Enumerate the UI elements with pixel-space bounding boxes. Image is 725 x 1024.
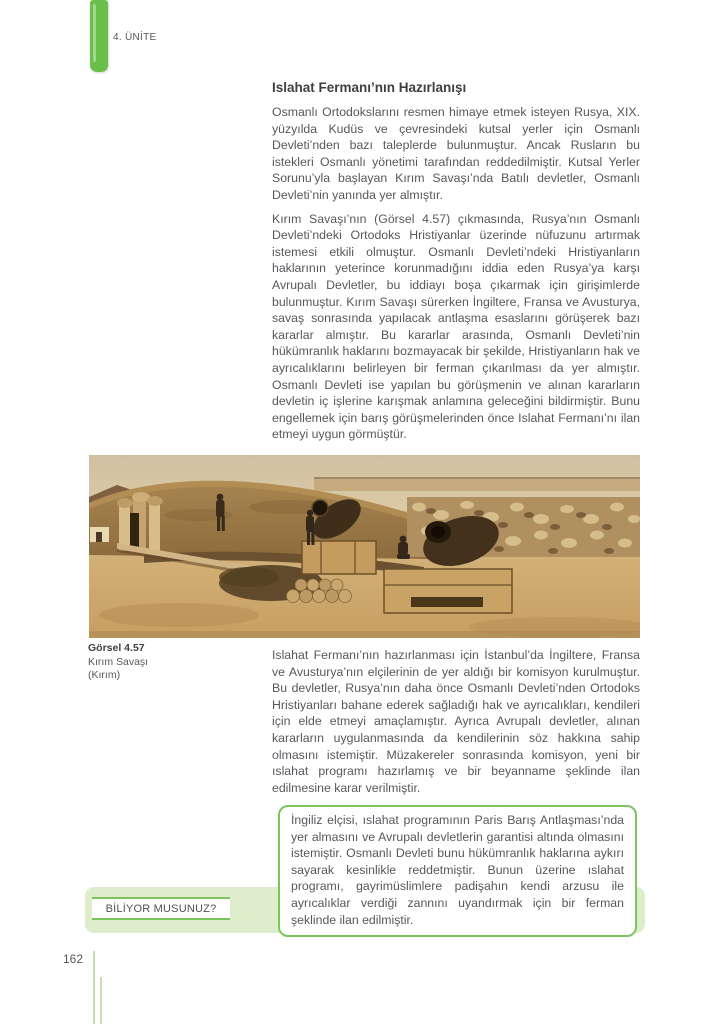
unit-label: 4. ÜNİTE: [113, 32, 157, 43]
know-box: [278, 805, 637, 937]
figure-caption: [88, 642, 263, 683]
main-text-column-lower: [272, 647, 640, 799]
figure-caption-number: Görsel 4.57: [88, 642, 145, 654]
gabion-structure: [117, 492, 163, 551]
page-number: 162: [63, 952, 84, 966]
footer-rule-line-1: [93, 951, 95, 1024]
figure-caption-text: Kırım Savaşı: [88, 655, 149, 668]
know-box-text: İngiliz elçisi, ıslahat programının Paris Barış Antlaşması’nda yer almasını ve Avrupalı devletlerin garantisi altında olmasını istemiştir. Osmanlı Devleti bunu hükümranlık haklarına aykırı sayarak kesinlikle reddetmiştir. Bunun üzerine ıslahat programı, gayrimüslimlere padişahın kendi arzusu ile ayrıcalıklar verdiği zannını uyandırmak için bir ferman şeklinde ilan edilmiştir.: [291, 813, 624, 927]
page-title: Islahat Fermanı’nın Hazırlanışı: [272, 80, 467, 95]
main-text-column: [272, 80, 640, 454]
crimean-war-photo-illustration: [89, 455, 640, 638]
unit-tab-highlight: [93, 4, 96, 62]
footer-rule-line-2: [100, 977, 102, 1024]
figure-caption-location: (Kırım): [88, 669, 121, 681]
crimean-war-photo: [89, 455, 640, 638]
paragraph-2: Kırım Savaşı’nın (Görsel 4.57) çıkmasında, Rusya’nın Osmanlı Devleti’ndeki Ortodoks Hristiyanlar üzerinde nüfuzunu artırmak istemesi etkili olmuştur. Osmanlı Devleti’ndeki Hristiyanların haklarının yeterince korunmadığını iddia eden Rusya’ya karşı Avrupalı Devletler, bu iddiayı boşa çıkarmak için girişimlerde bulunmuştur. Kırım Savaşı sürerken İngiltere, Fransa ve Avusturya, savaş sonrasında yapılacak antlaşma esaslarını görüşerek bazı kararlar almıştır. Bu kararlar arasında, Osmanlı Devleti’nin hükümranlık haklarını bozmayacak bir şekilde, Hristiyanların hak ve ayrıcalıklarını belirleyen bir ferman çıkarılması da yer almıştır. Osmanlı Devleti ise yapılan bu görüşmenin ve alınan kararların devletin iç işlerine karışmak anlamına geleceğini bildirmiştir. Bunu engellemek için barış görüşmelerinden önce Islahat Fermanı’nı ilan etmeyi uygun görmüştür.: [272, 211, 640, 442]
know-box-label: BİLİYOR MUSUNUZ?: [92, 897, 230, 920]
unit-tab-accent: [90, 0, 108, 72]
paragraph-3: Islahat Fermanı’nın hazırlanması için İstanbul’da İngiltere, Fransa ve Avusturya’nın elçilerinin de yer aldığı bir komisyon kurulmuştur. Bu devletler, Rusya’nın daha önce Osmanlı Devleti’nden Ortodoks Hristiyanları bahane ederek sağladığı hak ve ayrıcalıkları, kendileri için elde etmeyi amaçlamıştır. Ayrıca Avrupalı devletler, alınan kararların uygulanmasında da kendilerinin söz hakkına sahip olmasını istemiştir. Müzakereler sonrasında komisyon, yeni bir ıslahat programı hazırlamış ve bir beyanname şeklinde ilan edilmesine karar verilmiştir.: [272, 648, 640, 795]
paragraph-1: Osmanlı Ortodokslarını resmen himaye etmek isteyen Rusya, XIX. yüzyılda Kudüs ve çevresindeki kutsal yerler için Osmanlı Devleti’nden bazı taleplerde bulunmuştur. Ancak Rusların bu istekleri Osmanlı yönetimi tarafından reddedilmiştir. Kutsal Yerler Sorunu’yla başlayan Kırım Savaşı’nda Batılı devletler, Osmanlı Devleti’nin yanında yer almıştır.: [272, 105, 640, 202]
